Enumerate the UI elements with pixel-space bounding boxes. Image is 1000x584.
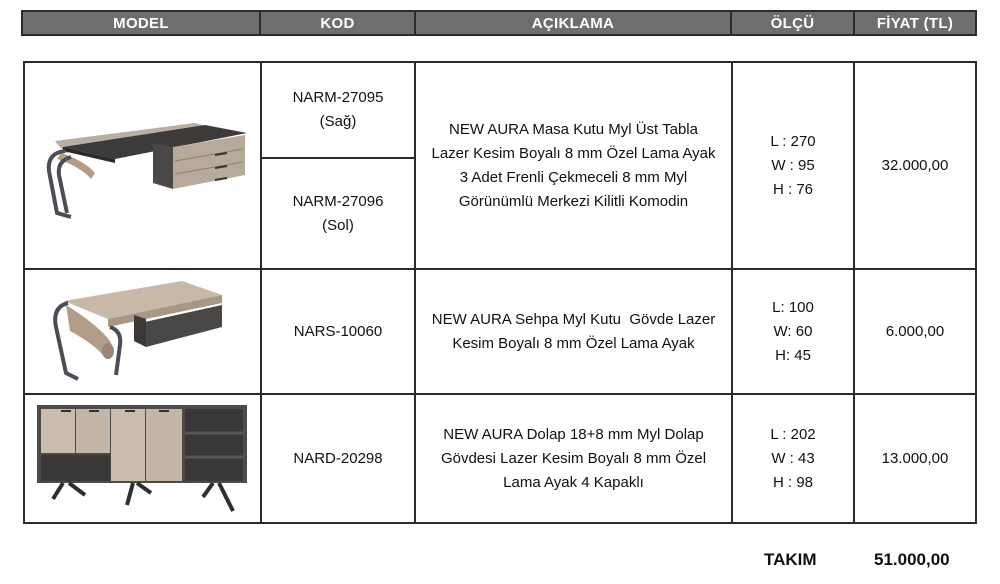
dimension-line: L : 202 bbox=[770, 425, 816, 443]
header-aciklama bbox=[414, 10, 732, 36]
description-line: Görünümlü Merkezi Kilitli Komodin bbox=[458, 192, 689, 210]
header-kod bbox=[259, 10, 416, 36]
total-label: TAKIM bbox=[764, 550, 817, 569]
dimension-line: W : 95 bbox=[771, 156, 815, 174]
description-line: Kesim Boyalı 8 mm Özel Lama Ayak bbox=[452, 334, 695, 352]
code-cell bbox=[262, 63, 414, 157]
description-line: NEW AURA Dolap 18+8 mm Myl Dolap bbox=[443, 425, 704, 443]
dimension-line: H : 98 bbox=[772, 473, 814, 491]
header-kod-label: KOD bbox=[320, 14, 355, 32]
description-line: NEW AURA Masa Kutu Myl Üst Tabla bbox=[449, 120, 698, 138]
code-cell bbox=[262, 395, 414, 522]
product-code: NARD-20298 bbox=[293, 449, 383, 467]
header-model bbox=[21, 10, 261, 36]
dimensions-cell bbox=[733, 395, 853, 522]
header-olcu bbox=[730, 10, 855, 36]
dimension-line: W: 60 bbox=[773, 322, 813, 340]
product-code: NARM-27095 bbox=[292, 89, 384, 106]
total-value: 51.000,00 bbox=[874, 550, 950, 569]
description-cell bbox=[416, 63, 731, 268]
dimensions-cell bbox=[733, 270, 853, 393]
desk-with-cabinet-image bbox=[35, 113, 250, 223]
description-cell bbox=[416, 395, 731, 522]
coffee-table-image bbox=[50, 275, 240, 385]
price-value: 13.000,00 bbox=[881, 449, 949, 467]
description-line: Lama Ayak 4 Kapaklı bbox=[503, 473, 644, 491]
price-value: 32.000,00 bbox=[881, 156, 949, 174]
price-cell bbox=[855, 270, 975, 393]
dimension-line: H : 76 bbox=[772, 180, 814, 198]
product-side: (Sağ) bbox=[319, 113, 357, 130]
dimension-line: L : 270 bbox=[770, 132, 816, 150]
description-line: 3 Adet Frenli Çekmeceli 8 mm Myl bbox=[459, 168, 688, 186]
price-value: 6.000,00 bbox=[885, 322, 945, 340]
dimension-line: H: 45 bbox=[775, 346, 811, 364]
description-line: Gövdesi Lazer Kesim Boyalı 8 mm Özel bbox=[440, 449, 707, 467]
header-fiyat-label: FİYAT (TL) bbox=[876, 14, 954, 32]
price-cell bbox=[855, 395, 975, 522]
sideboard-cabinet-image bbox=[33, 401, 253, 517]
product-code: NARS-10060 bbox=[293, 322, 383, 340]
price-cell bbox=[855, 63, 975, 268]
price-table bbox=[23, 61, 977, 524]
header-olcu-label: ÖLÇÜ bbox=[770, 14, 815, 32]
product-side: (Sol) bbox=[322, 216, 354, 234]
code-cell bbox=[262, 159, 414, 268]
dimensions-cell bbox=[733, 63, 853, 268]
description-line: Lazer Kesim Boyalı 8 mm Özel Lama Ayak bbox=[431, 144, 716, 162]
description-line: NEW AURA Sehpa Myl Kutu Gövde Lazer bbox=[431, 310, 716, 328]
header-fiyat bbox=[853, 10, 977, 36]
header-aciklama-label: AÇIKLAMA bbox=[531, 14, 615, 32]
dimension-line: L: 100 bbox=[772, 298, 814, 316]
header-model-label: MODEL bbox=[113, 14, 169, 32]
description-cell bbox=[416, 270, 731, 393]
product-code: NARM-27096 bbox=[292, 192, 384, 210]
dimension-line: W : 43 bbox=[771, 449, 815, 467]
code-cell bbox=[262, 270, 414, 393]
